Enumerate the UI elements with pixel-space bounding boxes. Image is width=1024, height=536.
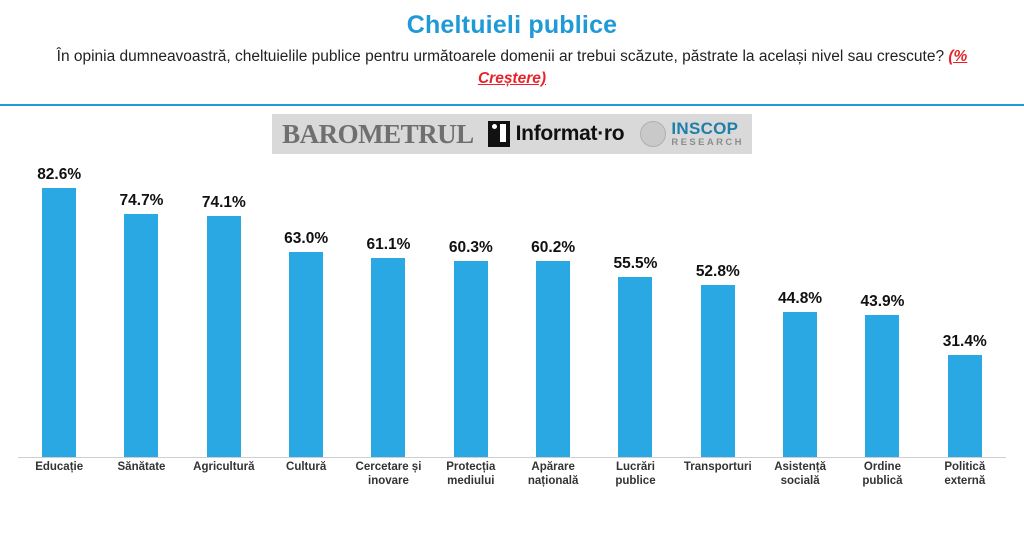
subtitle-text: În opinia dumneavoastră, cheltuielile publice pentru următoarele domenii ar trebui scăzute, păstrate la același nivel sau crescute?	[56, 48, 949, 65]
bar-value-label: 61.1%	[366, 236, 411, 254]
bar-column	[183, 160, 265, 458]
bar-column	[18, 160, 100, 458]
bar-column	[347, 160, 429, 458]
bar-category-label: Asistență socială	[774, 461, 826, 487]
inscop-name: INSCOP	[671, 119, 739, 139]
bar	[618, 277, 652, 458]
bar-value-label: 43.9%	[860, 292, 905, 310]
chart-header	[0, 0, 1024, 102]
page-title: Cheltuieli publice	[406, 11, 618, 39]
bar-category-label: Cercetare și inovare	[355, 461, 422, 487]
bar	[701, 285, 735, 458]
bar	[124, 214, 158, 458]
bar-category-label: Apărare națională	[527, 461, 579, 487]
bar-category-label: Sănătate	[117, 461, 166, 473]
bar-column	[430, 160, 512, 458]
bar-category-label: Transporturi	[683, 461, 752, 473]
inscop-circle-icon	[640, 121, 666, 147]
bar	[865, 315, 899, 458]
bar	[42, 188, 76, 458]
bar-column	[759, 160, 841, 458]
inscop-wordmark	[671, 120, 744, 148]
bar-column	[677, 160, 759, 458]
bar	[948, 355, 982, 458]
bar-category-label: Educație	[35, 461, 84, 473]
bar-value-label: 74.7%	[119, 191, 164, 209]
bar-value-label: 55.5%	[613, 254, 658, 272]
bar-value-label: 60.2%	[531, 239, 576, 257]
bar-value-label: 44.8%	[778, 289, 823, 307]
bar-column	[512, 160, 594, 458]
chart-subtitle	[32, 46, 992, 96]
bar-column	[924, 160, 1006, 458]
bar-column	[841, 160, 923, 458]
bar-value-label: 63.0%	[284, 230, 329, 248]
bar	[536, 261, 570, 458]
bar-category-label: Protecția mediului	[446, 461, 496, 487]
chart-plot-area	[18, 160, 1006, 510]
bar	[289, 252, 323, 458]
bar-category-label: Cultură	[286, 461, 327, 473]
informat-icon	[488, 121, 510, 147]
brand-bar	[272, 114, 752, 154]
bar-category-label: Agricultură	[193, 461, 255, 473]
bars-container	[18, 160, 1006, 458]
bar-category-label: Politică externă	[944, 461, 986, 487]
bar-value-label: 31.4%	[942, 333, 987, 351]
bar-column	[100, 160, 182, 458]
barometrul-wordmark: BAROMETRUL	[282, 118, 474, 149]
inscop-tagline: RESEARCH	[671, 137, 744, 149]
bar-value-label: 60.3%	[448, 238, 493, 256]
category-labels	[18, 454, 1006, 510]
bar-value-label: 74.1%	[201, 193, 246, 211]
bar	[207, 216, 241, 458]
bar-column	[594, 160, 676, 458]
bar-column	[265, 160, 347, 458]
subtitle-accent: (% Creștere)	[477, 48, 968, 87]
bar-category-label: Lucrări publice	[615, 461, 656, 487]
brand-bar-wrapper	[0, 114, 1024, 154]
header-divider	[0, 104, 1024, 106]
bar-category-label: Ordine publică	[862, 461, 903, 487]
informat-logo	[488, 121, 625, 147]
bar-value-label: 82.6%	[37, 166, 82, 183]
inscop-logo	[624, 120, 744, 148]
bar	[371, 258, 405, 458]
bar-value-label: 52.8%	[695, 263, 740, 281]
bar	[783, 312, 817, 458]
informat-wordmark: Informat·ro	[515, 122, 625, 145]
bar	[454, 261, 488, 458]
